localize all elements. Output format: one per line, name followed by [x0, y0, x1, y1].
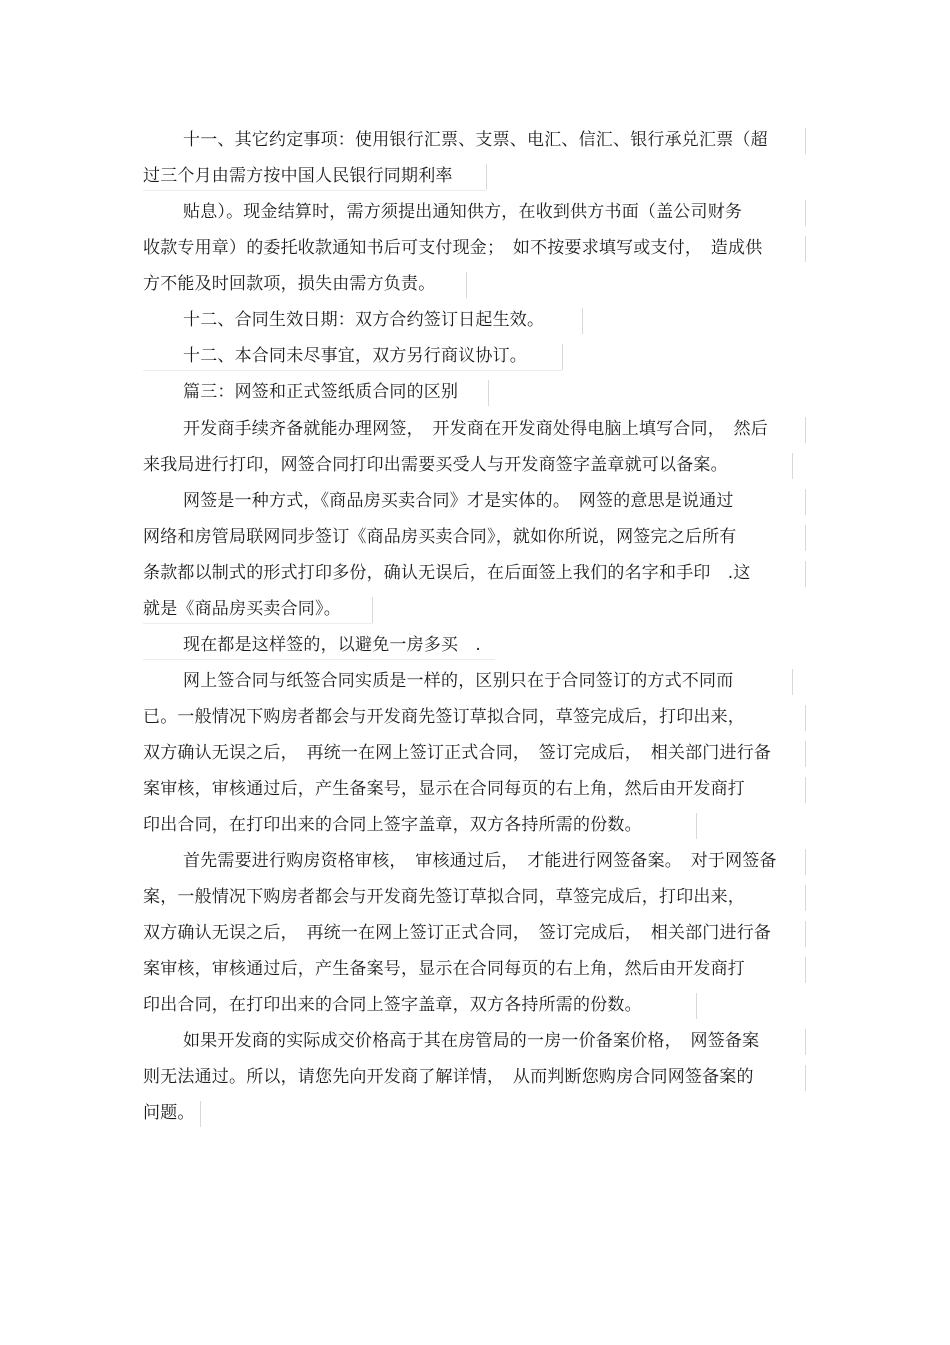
line-edge-mark — [200, 1101, 201, 1127]
line-edge-mark — [805, 200, 806, 226]
line-edge-mark — [792, 453, 793, 479]
text-line: 就是《商品房买卖合同》。 — [143, 599, 341, 619]
text-line: 网上签合同与纸签合同实质是一样的，区别只在于合同签订的方式不同而 — [183, 671, 734, 691]
text-line: 首先需要进行购房资格审核， 审核通过后， 才能进行网签备案。 对于网签备 — [183, 851, 777, 871]
text-line: 来我局进行打印，网签合同打印出需要买受人与开发商签字盖章就可以备案。 — [143, 455, 728, 475]
text-line: 过三个月由需方按中国人民银行同期利率 — [143, 166, 453, 186]
line-edge-mark — [372, 597, 373, 623]
text-line: 贴息）。现金结算时，需方须提出通知供方，在收到供方书面（盖公司财务 — [183, 202, 743, 222]
line-edge-mark — [486, 164, 487, 190]
line-edge-mark — [805, 417, 806, 443]
text-line: 案审核，审核通过后，产生备案号，显示在合同每页的右上角，然后由开发商打 — [143, 959, 745, 979]
line-edge-mark — [805, 1029, 806, 1055]
line-underlay — [143, 190, 486, 191]
text-line: 条款都以制式的形式打印多份，确认无误后，在后面签上我们的名字和手印 .这 — [143, 563, 751, 583]
line-edge-mark — [805, 1065, 806, 1091]
text-line: 已。一般情况下购房者都会与开发商先签订草拟合同，草签完成后，打印出来， — [143, 707, 745, 727]
text-line: 印出合同，在打印出来的合同上签字盖章，双方各持所需的份数。 — [143, 815, 642, 835]
line-edge-mark — [805, 561, 806, 587]
text-line: 如果开发商的实际成交价格高于其在房管局的一房一价备案价格， 网签备案 — [183, 1031, 760, 1051]
line-edge-mark — [805, 741, 806, 767]
line-edge-mark — [805, 236, 806, 262]
line-edge-mark — [582, 308, 583, 334]
text-line: 印出合同，在打印出来的合同上签字盖章，双方各持所需的份数。 — [143, 995, 642, 1015]
text-line: 十二、本合同未尽事宜，双方另行商议协订。 — [183, 346, 527, 366]
line-edge-mark — [805, 921, 806, 947]
line-edge-mark — [696, 813, 697, 839]
line-edge-mark — [805, 128, 806, 154]
text-line: 案，一般情况下购房者都会与开发商先签订草拟合同，草签完成后，打印出来， — [143, 887, 745, 907]
line-underlay — [143, 370, 562, 371]
text-line: 十二、合同生效日期：双方合约签订日起生效。 — [183, 310, 545, 330]
line-edge-mark — [696, 993, 697, 1019]
text-line: 方不能及时回款项，损失由需方负责。 — [143, 274, 436, 294]
line-underlay — [143, 623, 372, 624]
line-underlay — [143, 659, 495, 660]
text-line: 网签是一种方式，《商品房买卖合同》才是实体的。 网签的意思是说通过 — [183, 491, 734, 511]
text-line: 则无法通过。所以，请您先向开发商了解详情， 从而判断您购房合同网签备案的 — [143, 1067, 754, 1087]
line-edge-mark — [805, 957, 806, 983]
line-edge-mark — [805, 525, 806, 551]
text-line: 现在都是这样签的，以避免一房多买 . — [183, 635, 482, 655]
text-line: 收款专用章）的委托收款通知书后可支付现金； 如不按要求填写或支付， 造成供 — [143, 238, 763, 258]
line-edge-mark — [805, 489, 806, 515]
line-edge-mark — [792, 669, 793, 695]
line-edge-mark — [805, 777, 806, 803]
line-edge-mark — [562, 344, 563, 370]
text-line: 十一、其它约定事项：使用银行汇票、支票、电汇、信汇、银行承兑汇票（超 — [183, 130, 768, 150]
text-line: 网络和房管局联网同步签订《商品房买卖合同》，就如你所说，网签完之后所有 — [143, 527, 737, 547]
text-line: 案审核，审核通过后，产生备案号，显示在合同每页的右上角，然后由开发商打 — [143, 779, 745, 799]
section-heading: 篇三：网签和正式签纸质合同的区别 — [183, 382, 459, 402]
line-edge-mark — [805, 705, 806, 731]
line-edge-mark — [805, 849, 806, 875]
line-edge-mark — [805, 885, 806, 911]
text-line: 双方确认无误之后， 再统一在网上签订正式合同， 签订完成后， 相关部门进行备 — [143, 743, 772, 763]
text-line: 开发商手续齐备就能办理网签， 开发商在开发商处得电脑上填写合同， 然后 — [183, 419, 768, 439]
line-edge-mark — [466, 272, 467, 298]
text-line: 双方确认无误之后， 再统一在网上签订正式合同， 签订完成后， 相关部门进行备 — [143, 923, 772, 943]
text-line: 问题。 — [143, 1103, 195, 1123]
line-edge-mark — [488, 380, 489, 406]
